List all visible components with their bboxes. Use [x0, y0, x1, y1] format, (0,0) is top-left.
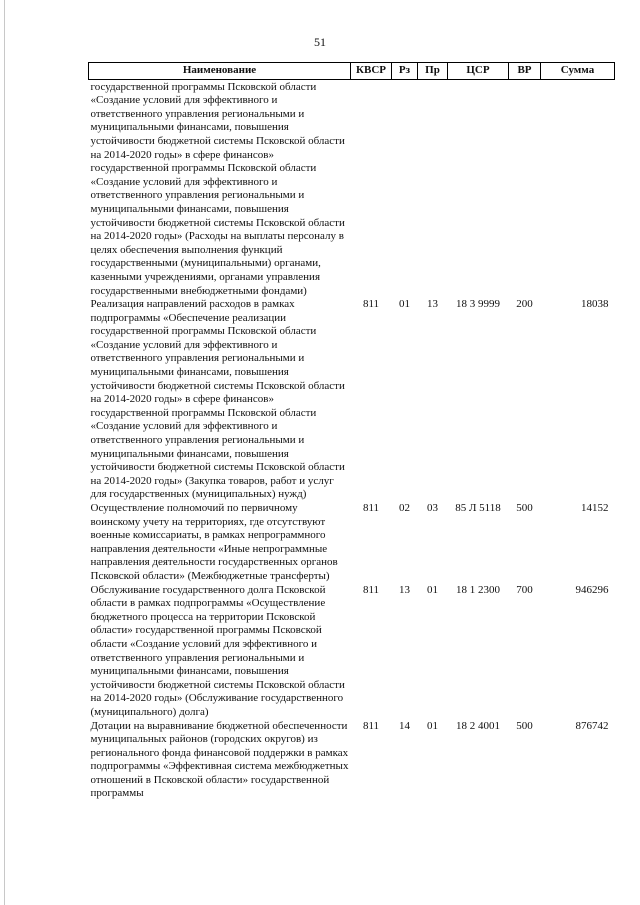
header-sum: Сумма	[541, 63, 615, 80]
row-pr: 03	[427, 502, 438, 514]
row-sum: 876742	[575, 719, 609, 732]
row-rz: 14	[399, 719, 410, 732]
row-kvsr: 811	[362, 298, 380, 311]
row-pr: 13	[427, 298, 438, 311]
header-rz: Рз	[392, 63, 418, 80]
header-name: Наименование	[89, 63, 351, 80]
row-name: Обслуживание государственного долга Псковской области в рамках подпрограммы «Осуществление бюджетного процесса на территории Псковской области» государственной программы Псковской области «Создание условий для эффективного и ответственного управления региональными и муниципальными финансами, повышения устойчивости бюджетной системы Псковской области на 2014-2020 годы» (Обслуживание государственного (муниципального) долга)	[90, 583, 345, 718]
row-rz: 01	[399, 298, 410, 311]
row-sum: 14152	[581, 502, 609, 514]
row-csr: 18 3 9999	[456, 298, 500, 311]
row-vr	[509, 79, 541, 298]
row-name: Дотации на выравнивание бюджетной обеспеченности муниципальных районов (городских округов) из регионального фонда финансовой поддержки в рамках подпрограммы «Эффективная система межбюджетных отношений в Псковской области» государственной программы	[90, 719, 349, 800]
row-name: Реализация направлений расходов в рамках подпрограммы «Обеспечение реализации государственной программы Псковской области «Создание условий для эффективного и ответственного управления региональными и муниципальными финансами, повышения устойчивости бюджетной системы Псковской области на 2014-2020 годы» в сфере финансов» государственной программы Псковской области «Создание условий для эффективного и ответственного управления региональными и муниципальными финансами, повышения устойчивости бюджетной системы Псковской области на 2014-2020 годы» (Закупка товаров, работ и услуг для государственных (муниципальных) нужд)	[90, 298, 345, 501]
row-csr: 18 2 4001	[456, 719, 500, 732]
row-vr: 500	[516, 502, 533, 514]
table-row	[89, 79, 615, 298]
row-kvsr: 811	[362, 583, 380, 596]
header-csr: ЦСР	[448, 63, 509, 80]
row-name: Осуществление полномочий по первичному воинскому учету на территориях, где отсутствуют военные комиссариаты, в рамках непрограммного направления деятельности «Иные непрограммные направления деятельности государственных органов Псковской области» (Межбюджетные трансферты)	[90, 502, 338, 582]
row-pr	[418, 79, 448, 298]
header-kvsr: КВСР	[351, 63, 392, 80]
row-kvsr: 811	[362, 502, 380, 514]
table-row	[89, 298, 615, 502]
row-rz: 02	[399, 502, 410, 514]
table-row	[89, 502, 615, 584]
page-number: 51	[314, 35, 326, 49]
row-pr: 01	[427, 583, 438, 596]
row-rz: 13	[399, 583, 410, 596]
budget-table	[88, 62, 615, 801]
row-vr: 700	[516, 583, 533, 596]
table-row	[89, 720, 615, 802]
row-sum	[541, 79, 615, 298]
row-sum: 946296	[575, 583, 609, 596]
row-kvsr: 811	[362, 719, 380, 732]
row-vr: 500	[516, 719, 533, 732]
header-pr: Пр	[418, 63, 448, 80]
header-vr: ВР	[509, 63, 541, 80]
row-vr: 200	[516, 298, 533, 311]
row-csr	[448, 79, 509, 298]
row-csr: 18 1 2300	[456, 583, 500, 596]
table-header-row	[89, 63, 615, 80]
row-name: государственной программы Псковской области «Создание условий для эффективного и ответственного управления региональными и муниципальными финансами, повышения устойчивости бюджетной системы Псковской области на 2014-2020 годы» в сфере финансов» государственной программы Псковской области «Создание условий для эффективного и ответственного управления региональными и муниципальными финансами, повышения устойчивости бюджетной системы Псковской области на 2014-2020 годы» (Расходы на выплаты персоналу в целях обеспечения выполнения функций государственными (муниципальными) органами, казенными учреждениями, органами управления государственными внебюджетными фондами)	[90, 80, 345, 297]
table-row	[89, 584, 615, 720]
row-kvsr	[351, 79, 392, 298]
row-sum: 18038	[581, 298, 609, 311]
scan-edge-line	[4, 0, 5, 905]
row-csr: 85 Л 5118	[455, 502, 501, 514]
row-pr: 01	[427, 719, 438, 732]
row-rz	[392, 79, 418, 298]
